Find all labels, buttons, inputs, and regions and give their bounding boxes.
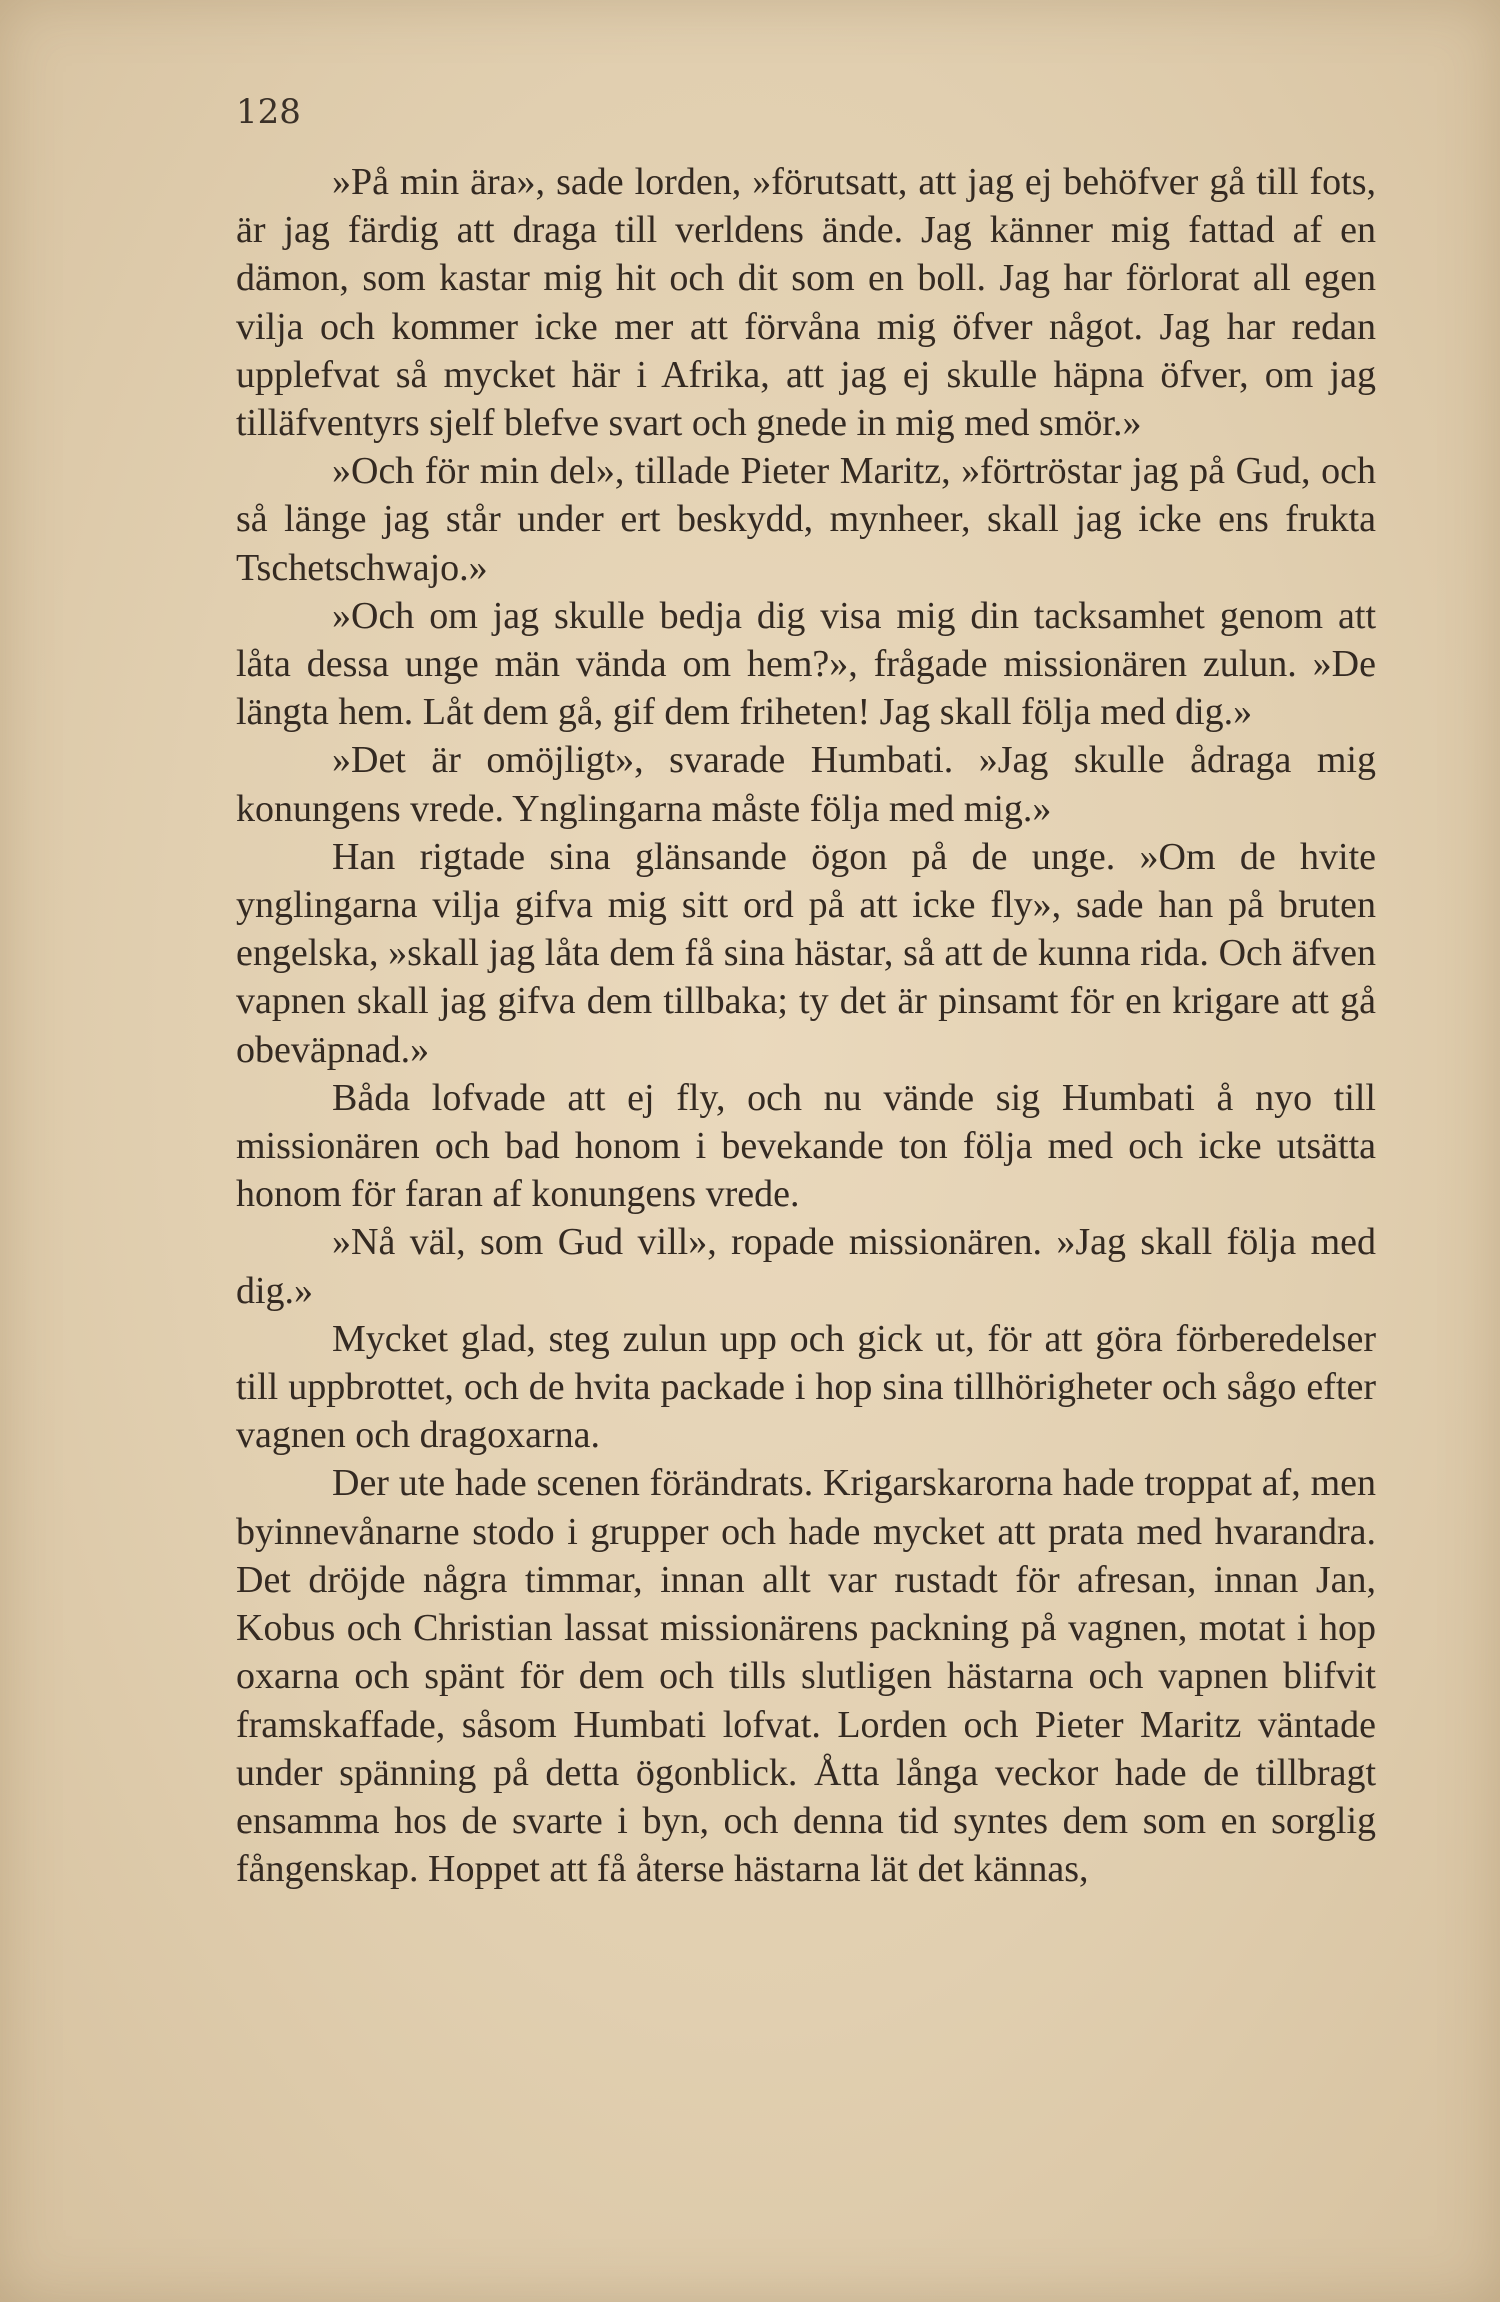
paragraph: »Nå väl, som Gud vill», ropade missionären. »Jag skall följa med dig.»	[236, 1221, 1376, 1312]
paragraph: Der ute hade scenen förändrats. Krigarskarorna hade troppat af, men byinnevånarne stodo i grupper och hade mycket att prata med hvarandra. Det dröjde några timmar, innan allt var rustadt för afresan, innan Jan, Kobus och Christian lassat missionärens packning på vagnen, motat i hop oxarna och spänt för dem och tills slutligen hästarna och vapnen blifvit framskaffade, såsom Humbati lofvat. Lorden och Pieter Maritz väntade under spänning på detta ögonblick. Åtta långa veckor hade de tillbragt ensamma hos de svarte i byn, och denna tid syntes dem som en sorglig fångenskap. Hoppet att få återse hästarna lät det kännas,	[236, 1462, 1376, 1891]
paragraph: »Och om jag skulle bedja dig visa mig din tacksamhet genom att låta dessa unge män vända om hem?», frågade missionären zulun. »De längta hem. Låt dem gå, gif dem friheten! Jag skall följa med dig.»	[236, 594, 1376, 734]
paragraph: Båda lofvade att ej fly, och nu vände sig Humbati å nyo till missionären och bad honom i bevekande ton följa med och icke utsätta honom för faran af konungens vrede.	[236, 1076, 1376, 1216]
paragraph: »Det är omöjligt», svarade Humbati. »Jag skulle ådraga mig konungens vrede. Ynglingarna måste följa med mig.»	[236, 739, 1376, 830]
paragraph: »Och för min del», tillade Pieter Maritz, »förtröstar jag på Gud, och så länge jag står under ert beskydd, mynheer, skall jag icke ens frukta Tschetschwajo.»	[236, 450, 1376, 589]
body-text	[236, 158, 1376, 1893]
paragraph: Mycket glad, steg zulun upp och gick ut, för att göra förberedelser till uppbrottet, och de hvita packade i hop sina tillhörigheter och sågo efter vagnen och dragoxarna.	[236, 1317, 1376, 1457]
page-number: 128	[236, 92, 301, 132]
paragraph: Han rigtade sina glänsande ögon på de unge. »Om de hvite ynglingarna vilja gifva mig sitt ord på att icke fly», sade han på bruten engelska, »skall jag låta dem få sina hästar, så att de kunna rida. Och äfven vapnen skall jag gifva dem tillbaka; ty det är pinsamt för en krigare att gå obeväpnad.»	[236, 835, 1376, 1071]
paragraph: »På min ära», sade lorden, »förutsatt, att jag ej behöfver gå till fots, är jag färdig att draga till verldens ände. Jag känner mig fattad af en dämon, som kastar mig hit och dit som en boll. Jag har förlorat all egen vilja och kommer icke mer att förvåna mig öfver något. Jag har redan upplefvat så mycket här i Afrika, att jag ej skulle häpna öfver, om jag tilläfventyrs sjelf blefve svart och gnede in mig med smör.»	[236, 161, 1376, 445]
